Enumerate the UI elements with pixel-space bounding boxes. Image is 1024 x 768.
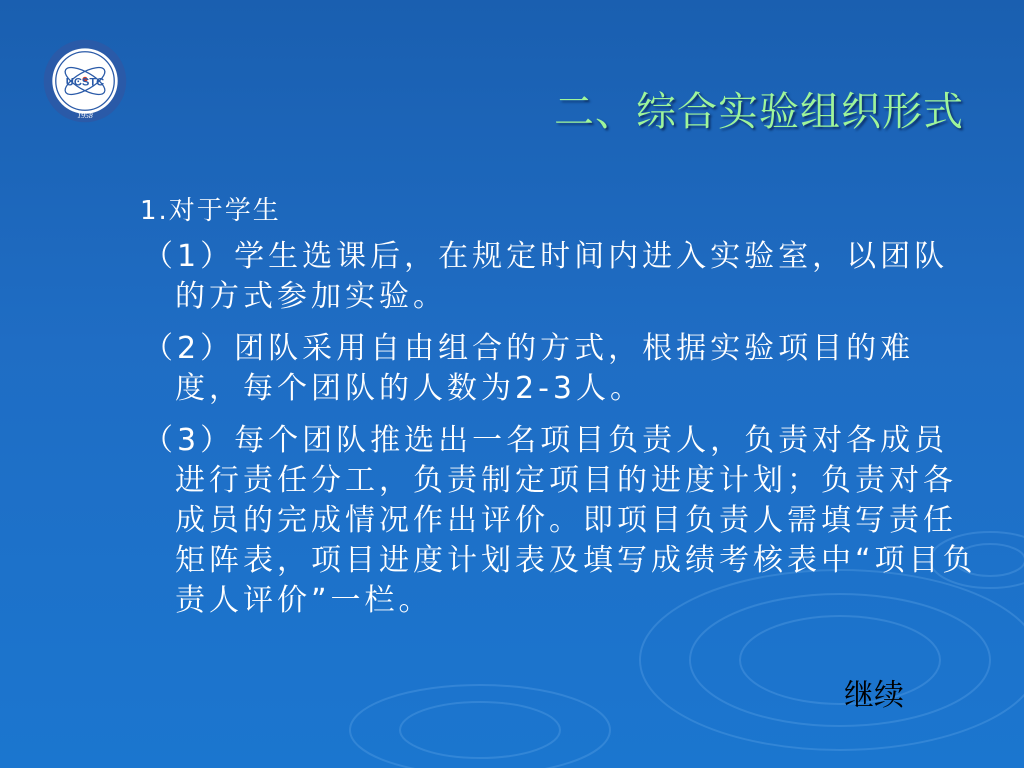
slide-title: 二、综合实验组织形式 bbox=[554, 89, 964, 135]
university-logo bbox=[42, 38, 128, 124]
list-item: （3）每个团队推选出一名项目负责人，负责对各成员进行责任分工，负责制定项目的进度计划；负责对各成员的完成情况作出评价。即项目负责人需填写责任矩阵表，项目进度计划表及填写成绩考核表中“项目负责人评价”一栏。 bbox=[143, 423, 977, 618]
list-item: （1）学生选课后，在规定时间内进入实验室，以团队的方式参加实验。 bbox=[143, 239, 949, 314]
list-item: （2）团队采用自由组合的方式，根据实验项目的难度，每个团队的人数为2-3人。 bbox=[143, 331, 915, 406]
logo-emblem-text: UϾSTC bbox=[65, 76, 105, 89]
slide-body bbox=[140, 190, 980, 633]
section-heading: 1.对于学生 bbox=[140, 196, 281, 226]
continue-link[interactable]: 继续 bbox=[844, 678, 904, 713]
logo-year: 1958 bbox=[77, 110, 93, 120]
